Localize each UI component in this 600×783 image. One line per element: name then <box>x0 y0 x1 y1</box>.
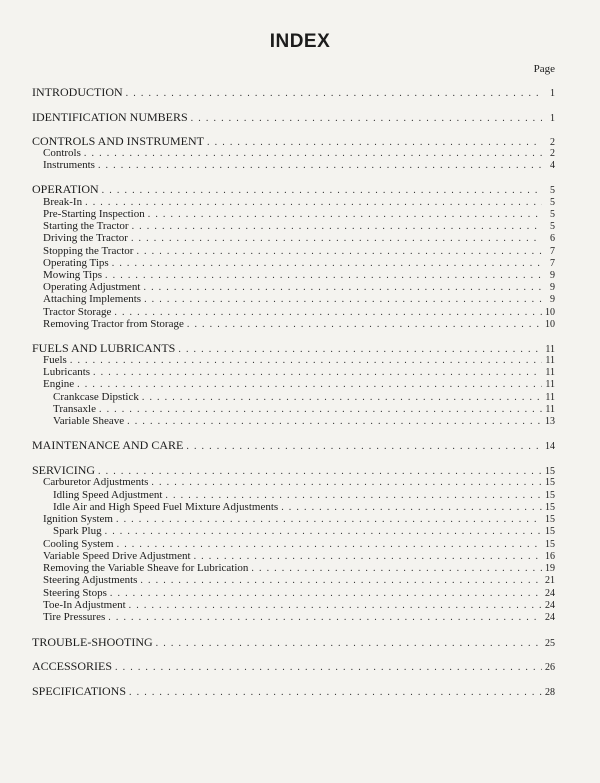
toc-entry-page: 14 <box>545 441 555 452</box>
toc-entry-title: Tire Pressures <box>43 611 106 623</box>
toc-entry-title: Controls <box>43 147 81 159</box>
toc-entry-title: OPERATION <box>32 182 99 196</box>
dot-leader <box>131 233 542 245</box>
toc-entry-title: Mowing Tips <box>43 269 103 281</box>
page-title: INDEX <box>269 31 331 52</box>
toc-entry-title: Attaching Implements <box>43 293 142 305</box>
toc-entry-title: Spark Plug <box>53 525 102 537</box>
toc-entry-page: 24 <box>545 588 555 599</box>
toc-entry <box>43 574 555 587</box>
dot-leader <box>140 575 542 587</box>
toc-entry-title: Instruments <box>43 159 95 171</box>
toc-entry-title: Starting the Tractor <box>43 220 129 232</box>
toc-entry-title: Tractor Storage <box>43 306 112 318</box>
dot-leader <box>105 526 542 538</box>
toc-entry-title: Removing the Variable Sheave for Lubrication <box>43 562 249 574</box>
toc-entry-title: ACCESSORIES <box>32 659 113 673</box>
toc-entry-title: CONTROLS AND INSTRUMENT <box>32 134 205 148</box>
toc-entry-title: Engine <box>43 378 75 390</box>
toc-entry-title: INTRODUCTION <box>32 85 123 99</box>
toc-entry-page: 28 <box>545 687 555 698</box>
dot-leader <box>187 319 542 331</box>
toc-entry-page: 11 <box>545 367 555 378</box>
toc-entry-title: Transaxle <box>53 403 96 415</box>
toc-entry-page: 5 <box>550 221 555 232</box>
toc-entry-title: Operating Tips <box>43 257 109 269</box>
toc-entry <box>32 183 555 197</box>
dot-leader <box>108 612 542 624</box>
toc-entry <box>32 685 555 699</box>
toc-entry-page: 9 <box>550 270 555 281</box>
dot-leader <box>77 379 542 391</box>
toc-entry-page: 9 <box>550 282 555 293</box>
dot-leader <box>186 441 542 453</box>
toc-entry-page: 15 <box>545 466 555 477</box>
toc-entry-title: Variable Speed Drive Adjustment <box>43 550 191 562</box>
toc-entry-title: Crankcase Dipstick <box>53 391 139 403</box>
toc-entry-page: 26 <box>545 662 555 673</box>
toc-entry-title: IDENTIFICATION NUMBERS <box>32 110 188 124</box>
toc-entry-title: MAINTENANCE AND CARE <box>32 438 184 452</box>
toc-entry-title: Break-In <box>43 196 83 208</box>
toc-entry-page: 1 <box>550 88 555 99</box>
toc-entry-page: 11 <box>545 355 555 366</box>
toc-entry-page: 1 <box>550 113 555 124</box>
toc-entry-title: FUELS AND LUBRICANTS <box>32 341 176 355</box>
toc-entry <box>53 525 555 538</box>
dot-leader <box>156 638 542 650</box>
toc-entry-page: 15 <box>545 490 555 501</box>
toc-entry <box>32 660 555 674</box>
page-column-label: Page <box>533 63 555 75</box>
toc-entry-page: 15 <box>545 539 555 550</box>
toc-entry-page: 24 <box>545 600 555 611</box>
dot-leader <box>127 416 542 428</box>
toc-entry-title: TROUBLE-SHOOTING <box>32 635 153 649</box>
toc-entry-page: 15 <box>545 526 555 537</box>
dot-leader <box>98 160 542 172</box>
dot-leader <box>191 113 542 125</box>
toc-entry-page: 2 <box>550 148 555 159</box>
toc-entry-page: 5 <box>550 197 555 208</box>
toc-entry <box>32 86 555 100</box>
toc-entry-page: 5 <box>550 209 555 220</box>
toc-entry-page: 5 <box>550 185 555 196</box>
toc-entry-title: Steering Stops <box>43 587 107 599</box>
toc-entry-page: 2 <box>550 137 555 148</box>
toc-entry <box>43 476 555 489</box>
dot-leader <box>144 294 542 306</box>
toc-entry-title: Driving the Tractor <box>43 232 128 244</box>
toc-entry-page: 11 <box>545 404 555 415</box>
toc-entry-page: 25 <box>545 638 555 649</box>
dot-leader <box>126 88 542 100</box>
toc-entry-page: 10 <box>545 319 555 330</box>
toc-entry-page: 19 <box>545 563 555 574</box>
toc-entry-title: Cooling System <box>43 538 114 550</box>
toc-entry-title: Steering Adjustments <box>43 574 138 586</box>
toc-entry-page: 11 <box>545 379 555 390</box>
toc-entry-page: 13 <box>545 416 555 427</box>
toc-entry-title: SPECIFICATIONS <box>32 684 127 698</box>
toc-entry-page: 6 <box>550 233 555 244</box>
toc-entry <box>43 378 555 391</box>
toc-entry <box>53 415 555 428</box>
toc-entry-title: Variable Sheave <box>53 415 125 427</box>
toc-entry-page: 21 <box>545 575 555 586</box>
toc-entry-page: 7 <box>550 258 555 269</box>
toc-entry <box>43 232 555 245</box>
toc-entry-page: 4 <box>550 160 555 171</box>
toc-entry-title: Carburetor Adjustments <box>43 476 149 488</box>
toc-entry <box>43 159 555 172</box>
toc-entry-page: 15 <box>545 502 555 513</box>
toc-entry-page: 10 <box>545 307 555 318</box>
dot-leader <box>151 477 542 489</box>
toc-entry-page: 7 <box>550 246 555 257</box>
toc-entry <box>32 439 555 453</box>
toc-entry-page: 15 <box>545 514 555 525</box>
toc-entry-page: 9 <box>550 294 555 305</box>
toc-entry-title: Toe-In Adjustment <box>43 599 126 611</box>
toc-entry <box>43 611 555 624</box>
toc-entry-title: SERVICING <box>32 463 96 477</box>
toc-entry-title: Fuels <box>43 354 67 366</box>
toc-entry-page: 11 <box>545 392 555 403</box>
toc-entry-page: 24 <box>545 612 555 623</box>
dot-leader <box>115 662 542 674</box>
toc-entry-title: Idle Air and High Speed Fuel Mixture Adjustments <box>53 501 279 513</box>
toc-entry-title: Removing Tractor from Storage <box>43 318 184 330</box>
toc-entry-title: Idling Speed Adjustment <box>53 489 163 501</box>
dot-leader <box>129 687 542 699</box>
toc-entry-title: Stopping the Tractor <box>43 245 134 257</box>
toc-entry-page: 15 <box>545 477 555 488</box>
toc-entry-page: 16 <box>545 551 555 562</box>
toc-entry-page: 11 <box>545 344 555 355</box>
toc-entry-title: Ignition System <box>43 513 113 525</box>
toc-entry-title: Pre-Starting Inspection <box>43 208 145 220</box>
toc-entry <box>43 318 555 331</box>
toc-entry-title: Lubricants <box>43 366 91 378</box>
toc-entry <box>43 293 555 306</box>
toc-entry-title: Operating Adjustment <box>43 281 141 293</box>
toc-entry <box>32 111 555 125</box>
toc-entry <box>32 636 555 650</box>
